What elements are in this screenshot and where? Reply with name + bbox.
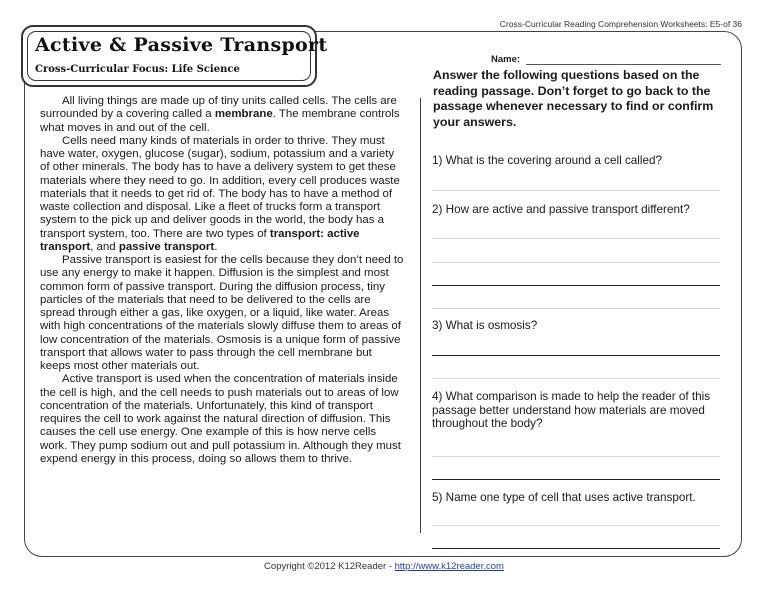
- passage-text: .: [214, 240, 218, 253]
- answer-line[interactable]: [432, 190, 720, 191]
- passage-paragraph-2: [40, 135, 405, 254]
- answer-line[interactable]: [432, 262, 720, 263]
- answer-line[interactable]: [432, 479, 720, 480]
- passage-text: All living things are made up of tiny units called cells. The cells are surrounded by a covering called a: [40, 95, 397, 121]
- answer-line[interactable]: [432, 378, 720, 379]
- question-1: 1) What is the covering around a cell called?: [432, 154, 662, 167]
- passage-paragraph-3: Passive transport is easiest for the cells because they don’t need to use any energy to make it happen. Diffusion is the simplest and most common form of passive transport. During the diffusion process, tiny particles of the materials that need to be delivered to the cells are spread through either a gas, like oxygen, or a liquid, like water. Areas with high concentrations of the materials slowly diffuse them to areas of low concentration of the materials. Osmosis is a unique form of passive transport that allows water to pass through the cell membrane but keeps most other materials out.: [40, 254, 404, 372]
- answer-line[interactable]: [432, 456, 720, 457]
- worksheet-title: Active & Passive Transport: [35, 34, 328, 56]
- answer-line[interactable]: [432, 548, 720, 549]
- passage-text: Cells need many kinds of materials in order to thrive. They must have water, oxygen, glucose (sugar), sodium, potassium and a variety of other minerals. The body has to have a delivery system to get these materials where they need to go. In addition, every cell produces waste materials that it needs to get rid of. The body has to have a method of waste collection and disposal. Like a fleet of trucks form a transport system to the pick up and deliver goods in the world, the body has a transport system, too. There are two types of: [40, 134, 400, 240]
- question-3: 3) What is osmosis?: [432, 319, 538, 332]
- passage-paragraph-4: Active transport is used when the concentration of materials inside the cell is high, and the cell needs to push materials out to areas of low concentration of the materials. Unfortunately, this kind of transport requires the cell to work against the natural direction of diffusion. This causes the cell use energy. One example of this is how nerve cells work. They pump sodium out and pull potassium in. Although they must expend energy in this process, doing so allows them to thrive.: [40, 373, 401, 465]
- passage-paragraph-1: [40, 95, 405, 135]
- title-box: [21, 25, 328, 87]
- term-active-transport: transport: active transport: [40, 227, 360, 253]
- reading-passage: [40, 95, 405, 466]
- answer-line[interactable]: [432, 355, 720, 356]
- question-4: 4) What comparison is made to help the reader of this passage better understand how materials are moved throughout the body?: [432, 390, 711, 430]
- name-label: Name:: [491, 54, 521, 65]
- footer: [0, 561, 768, 572]
- k12reader-link[interactable]: http://www.k12reader.com: [394, 561, 504, 572]
- copyright-text: Copyright ©2012 K12Reader -: [264, 561, 395, 572]
- answer-line[interactable]: [432, 308, 720, 309]
- answer-line[interactable]: [432, 525, 720, 526]
- passage-text: . The membrane controls what moves in and out of the cell.: [40, 108, 400, 134]
- term-passive-transport: passive transport: [118, 240, 215, 253]
- answer-line[interactable]: [432, 238, 720, 239]
- worksheet-subtitle: Cross-Curricular Focus: Life Science: [35, 64, 240, 75]
- series-header: Cross-Curricular Reading Comprehension Worksheets: E5-of 36: [499, 19, 742, 29]
- name-row: [491, 54, 721, 65]
- instructions: Answer the following questions based on the reading passage. Don’t forget to go back to the passage whenever necessary to find or confirm your answers.: [433, 68, 714, 129]
- question-2: 2) How are active and passive transport different?: [432, 203, 690, 216]
- answer-line[interactable]: [432, 285, 720, 286]
- question-5: 5) Name one type of cell that uses active transport.: [432, 491, 696, 504]
- column-divider: [420, 98, 421, 533]
- term-membrane: membrane: [214, 108, 273, 121]
- passage-text: , and: [90, 240, 119, 253]
- name-answer-line[interactable]: [526, 54, 721, 65]
